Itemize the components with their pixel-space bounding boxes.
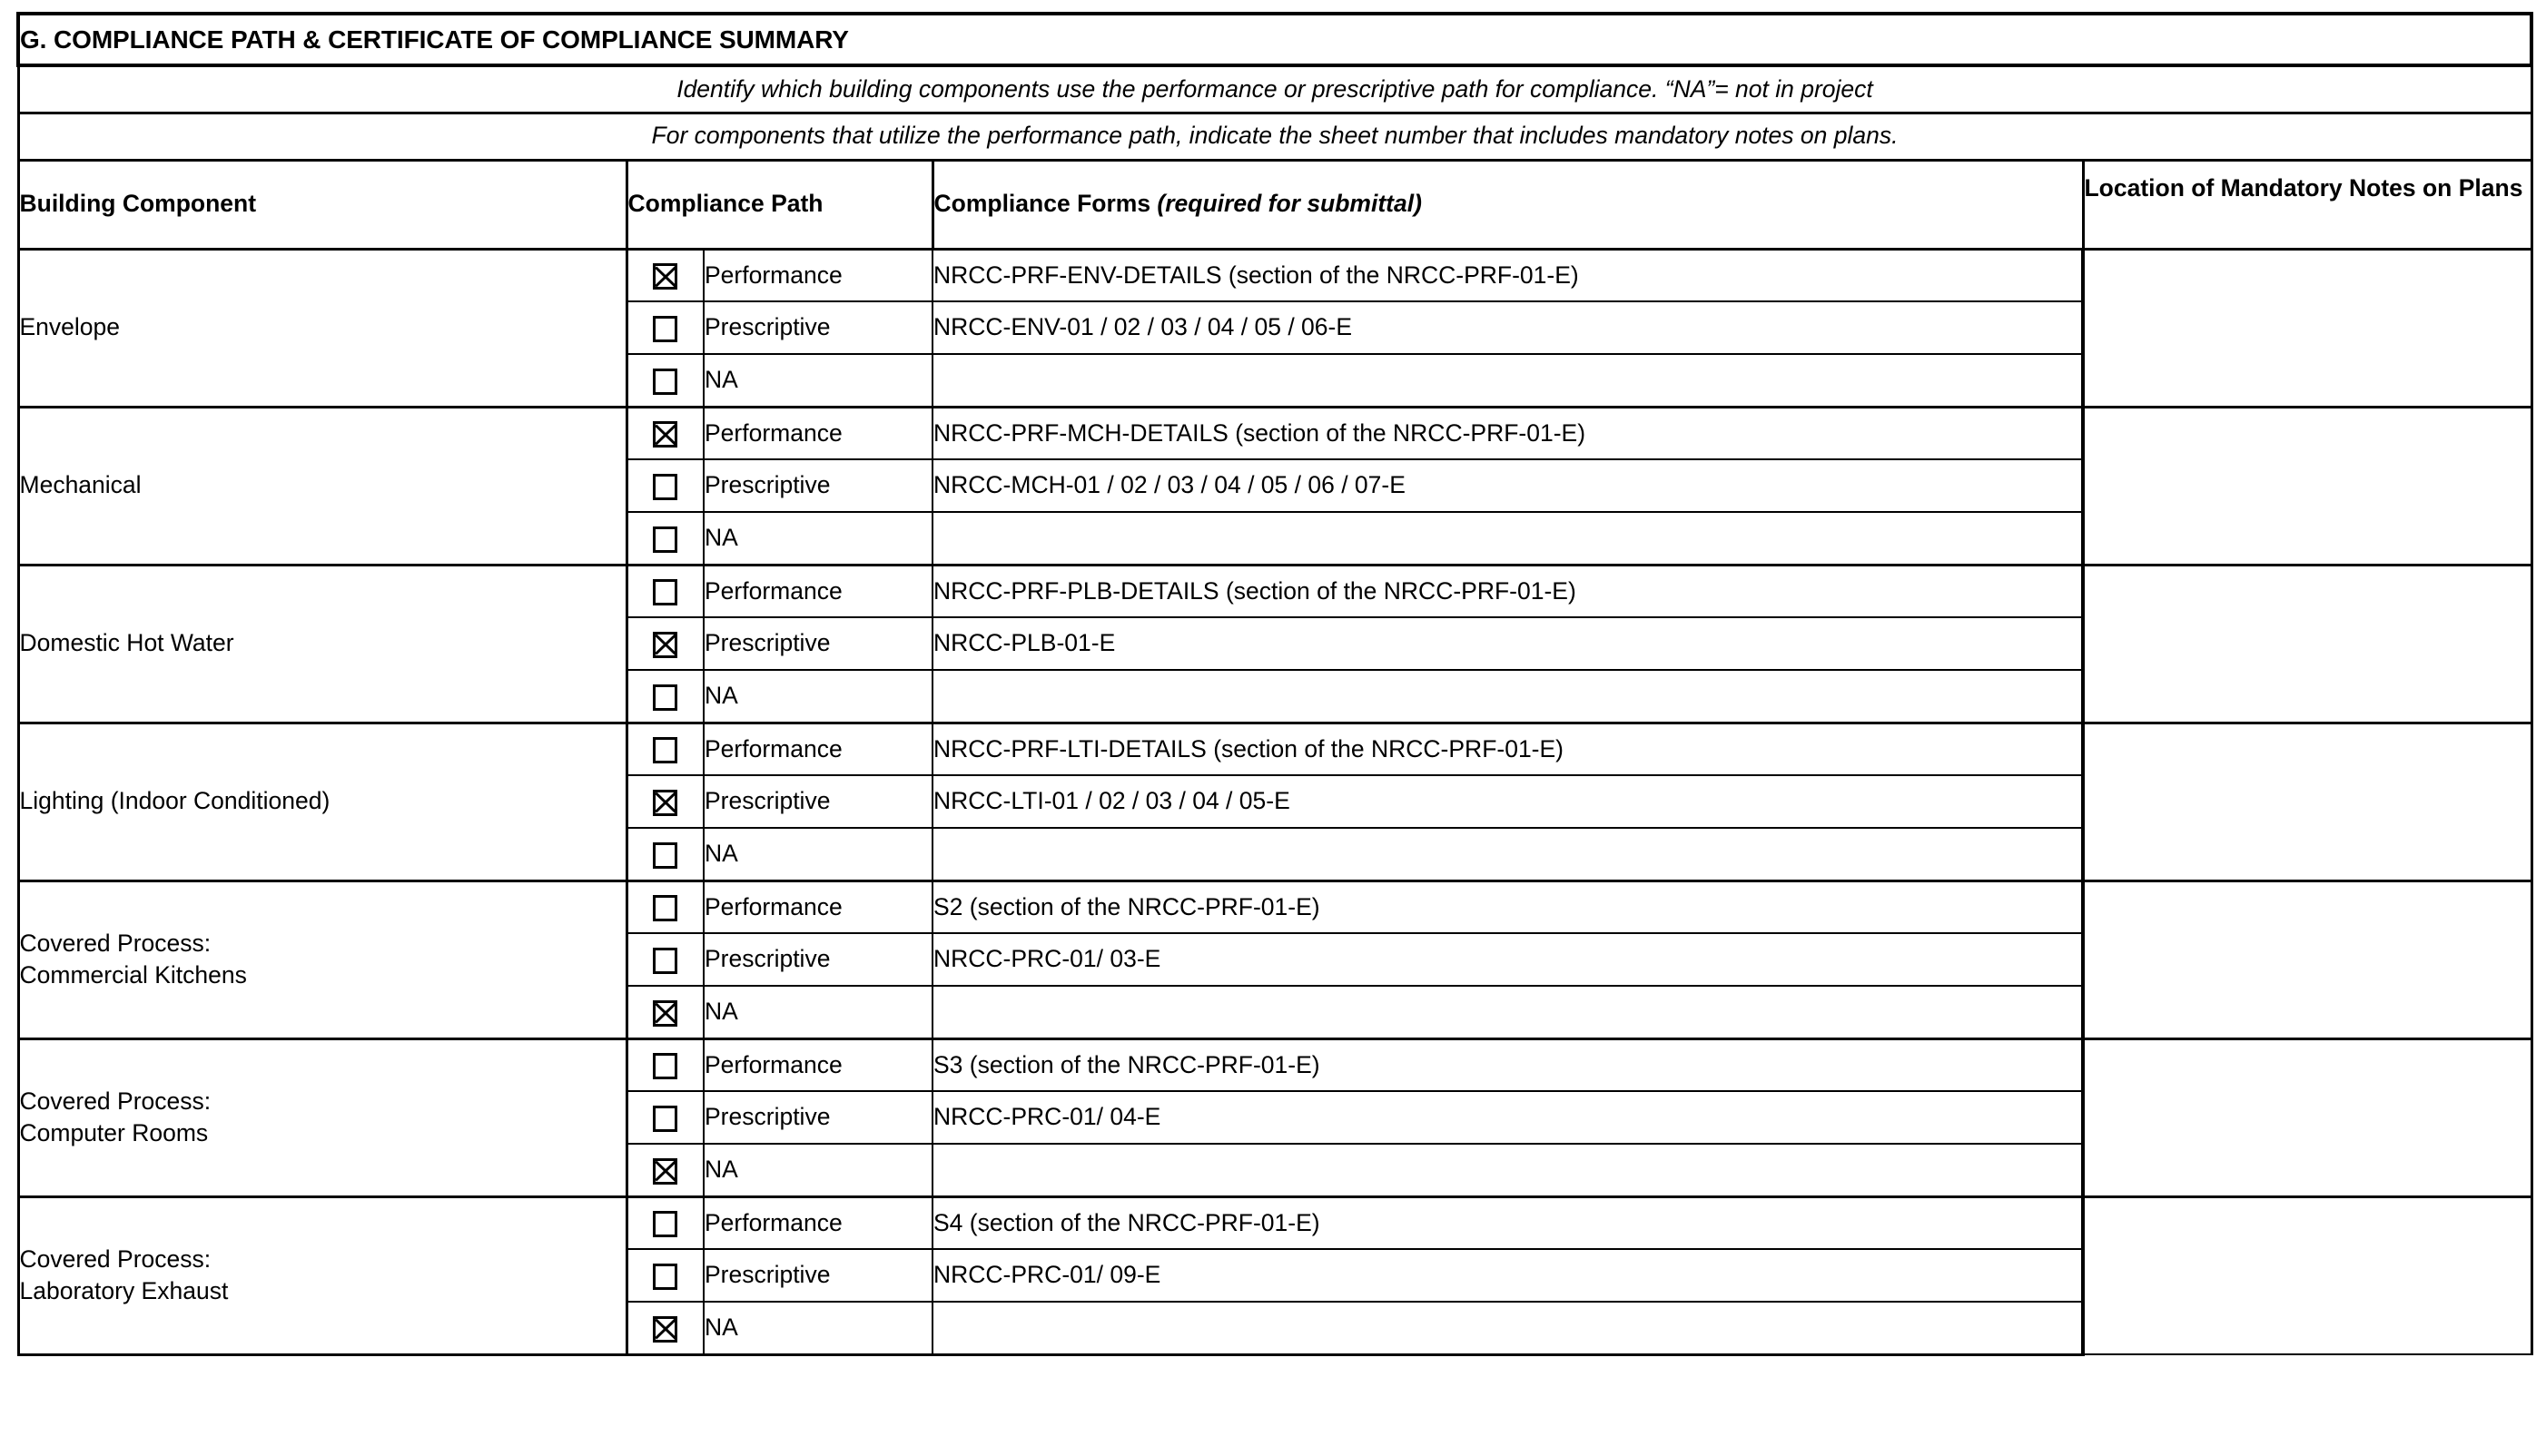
compliance-path-checkbox-cell[interactable] <box>627 249 704 301</box>
compliance-path-label: Performance <box>704 723 933 775</box>
compliance-form-name: S3 (section of the NRCC-PRF-01-E) <box>933 1038 2083 1091</box>
building-component-label: Covered Process: <box>19 929 212 957</box>
compliance-form-name: NRCC-LTI-01 / 02 / 03 / 04 / 05-E <box>933 775 2083 828</box>
table-body <box>18 14 2531 1354</box>
header-compliance-forms <box>933 160 2083 249</box>
compliance-path-checkbox-cell[interactable] <box>627 1144 704 1196</box>
building-component-cell <box>18 249 627 407</box>
building-component-label: Covered Process: <box>19 1087 212 1115</box>
compliance-form-name <box>933 828 2083 880</box>
compliance-path-label: Performance <box>704 880 933 933</box>
header-building-component: Building Component <box>18 160 627 249</box>
mandatory-notes-location-input[interactable] <box>2083 1196 2531 1354</box>
mandatory-notes-location-input[interactable] <box>2083 1038 2531 1196</box>
table-row <box>18 723 2531 775</box>
compliance-path-label: NA <box>704 1144 933 1196</box>
compliance-path-label: Prescriptive <box>704 617 933 670</box>
table-row <box>18 407 2531 459</box>
compliance-path-checkbox-cell[interactable] <box>627 670 704 723</box>
compliance-path-label: Performance <box>704 407 933 459</box>
compliance-form-name <box>933 1302 2083 1354</box>
compliance-form-name: S4 (section of the NRCC-PRF-01-E) <box>933 1196 2083 1249</box>
compliance-path-label: NA <box>704 828 933 880</box>
compliance-path-checkbox-cell[interactable] <box>627 933 704 986</box>
unchecked-checkbox-icon[interactable] <box>653 1211 677 1237</box>
unchecked-checkbox-icon[interactable] <box>653 684 677 711</box>
building-component-label-2: Computer Rooms <box>19 1119 209 1146</box>
compliance-path-label: Prescriptive <box>704 1249 933 1302</box>
column-header-row <box>18 160 2531 249</box>
unchecked-checkbox-icon[interactable] <box>653 948 677 974</box>
compliance-path-checkbox-cell[interactable] <box>627 986 704 1038</box>
checked-checkbox-icon[interactable] <box>653 1316 677 1343</box>
unchecked-checkbox-icon[interactable] <box>653 526 677 553</box>
compliance-path-label: Performance <box>704 249 933 301</box>
compliance-form-name <box>933 986 2083 1038</box>
compliance-form-name: NRCC-PRC-01/ 09-E <box>933 1249 2083 1302</box>
checked-checkbox-icon[interactable] <box>653 421 677 448</box>
mandatory-notes-location-input[interactable] <box>2083 565 2531 723</box>
compliance-form-name: NRCC-PRF-ENV-DETAILS (section of the NRCC-PRF-01-E) <box>933 249 2083 301</box>
compliance-form-name: NRCC-MCH-01 / 02 / 03 / 04 / 05 / 06 / 07-E <box>933 459 2083 512</box>
compliance-path-label: Prescriptive <box>704 1091 933 1144</box>
compliance-path-checkbox-cell[interactable] <box>627 1249 704 1302</box>
compliance-path-label: Prescriptive <box>704 775 933 828</box>
building-component-cell <box>18 1038 627 1196</box>
compliance-path-label: NA <box>704 1302 933 1354</box>
building-component-label-2: Commercial Kitchens <box>19 961 247 989</box>
compliance-path-label: Performance <box>704 1196 933 1249</box>
table-row <box>18 249 2531 301</box>
compliance-path-checkbox-cell[interactable] <box>627 301 704 354</box>
building-component-label-2: Laboratory Exhaust <box>19 1277 229 1304</box>
compliance-form-name <box>933 512 2083 565</box>
building-component-cell <box>18 1196 627 1354</box>
checked-checkbox-icon[interactable] <box>653 1158 677 1185</box>
unchecked-checkbox-icon[interactable] <box>653 1106 677 1132</box>
mandatory-notes-location-input[interactable] <box>2083 407 2531 565</box>
header-compliance-forms-note: (required for submittal) <box>1157 190 1422 218</box>
compliance-path-checkbox-cell[interactable] <box>627 1038 704 1091</box>
checked-checkbox-icon[interactable] <box>653 790 677 816</box>
compliance-path-checkbox-cell[interactable] <box>627 459 704 512</box>
instruction-row-1 <box>18 65 2531 113</box>
compliance-path-checkbox-cell[interactable] <box>627 565 704 617</box>
compliance-path-checkbox-cell[interactable] <box>627 1302 704 1354</box>
unchecked-checkbox-icon[interactable] <box>653 737 677 763</box>
building-component-cell <box>18 407 627 565</box>
mandatory-notes-location-input[interactable] <box>2083 249 2531 407</box>
compliance-form-name: NRCC-PRC-01/ 04-E <box>933 1091 2083 1144</box>
mandatory-notes-location-input[interactable] <box>2083 723 2531 880</box>
compliance-path-checkbox-cell[interactable] <box>627 617 704 670</box>
building-component-label: Mechanical <box>19 471 142 499</box>
section-title-row <box>18 14 2531 65</box>
unchecked-checkbox-icon[interactable] <box>653 579 677 605</box>
compliance-path-label: Performance <box>704 1038 933 1091</box>
compliance-path-label: NA <box>704 670 933 723</box>
compliance-path-label: Performance <box>704 565 933 617</box>
unchecked-checkbox-icon[interactable] <box>653 842 677 869</box>
header-compliance-forms-main: Compliance Forms <box>933 190 1158 218</box>
compliance-path-checkbox-cell[interactable] <box>627 354 704 407</box>
compliance-form-name <box>933 1144 2083 1196</box>
compliance-path-checkbox-cell[interactable] <box>627 775 704 828</box>
header-location-mandatory-notes: Location of Mandatory Notes on Plans <box>2083 160 2531 249</box>
compliance-path-label: NA <box>704 512 933 565</box>
instruction-text-2: For components that utilize the performance path, indicate the sheet number that includes mandatory notes on plans. <box>18 113 2531 160</box>
compliance-form-name: NRCC-ENV-01 / 02 / 03 / 04 / 05 / 06-E <box>933 301 2083 354</box>
compliance-form-name: NRCC-PRF-LTI-DETAILS (section of the NRCC-PRF-01-E) <box>933 723 2083 775</box>
compliance-path-checkbox-cell[interactable] <box>627 1091 704 1144</box>
instruction-text-1: Identify which building components use the performance or prescriptive path for compliance. “NA”= not in project <box>18 65 2531 113</box>
table-row <box>18 1196 2531 1249</box>
compliance-form-name: NRCC-PRF-PLB-DETAILS (section of the NRCC-PRF-01-E) <box>933 565 2083 617</box>
compliance-summary-table <box>16 12 2533 1356</box>
compliance-path-label: Prescriptive <box>704 459 933 512</box>
compliance-form-name: NRCC-PLB-01-E <box>933 617 2083 670</box>
compliance-form-name <box>933 670 2083 723</box>
compliance-path-checkbox-cell[interactable] <box>627 407 704 459</box>
compliance-form-name: NRCC-PRC-01/ 03-E <box>933 933 2083 986</box>
unchecked-checkbox-icon[interactable] <box>653 369 677 395</box>
checked-checkbox-icon[interactable] <box>653 1000 677 1027</box>
compliance-path-label: Prescriptive <box>704 301 933 354</box>
table-row <box>18 565 2531 617</box>
compliance-form-name <box>933 354 2083 407</box>
compliance-path-checkbox-cell[interactable] <box>627 828 704 880</box>
checked-checkbox-icon[interactable] <box>653 263 677 290</box>
building-component-cell <box>18 565 627 723</box>
building-component-cell <box>18 880 627 1038</box>
compliance-path-label: Prescriptive <box>704 933 933 986</box>
compliance-path-label: NA <box>704 986 933 1038</box>
compliance-form-name: S2 (section of the NRCC-PRF-01-E) <box>933 880 2083 933</box>
unchecked-checkbox-icon[interactable] <box>653 316 677 342</box>
building-component-label: Envelope <box>19 313 121 341</box>
unchecked-checkbox-icon[interactable] <box>653 895 677 921</box>
unchecked-checkbox-icon[interactable] <box>653 1053 677 1079</box>
header-compliance-path: Compliance Path <box>627 160 933 249</box>
section-title: G. COMPLIANCE PATH & CERTIFICATE OF COMPLIANCE SUMMARY <box>18 14 2531 65</box>
compliance-path-label: NA <box>704 354 933 407</box>
table-row <box>18 880 2531 933</box>
checked-checkbox-icon[interactable] <box>653 632 677 658</box>
compliance-path-checkbox-cell[interactable] <box>627 880 704 933</box>
unchecked-checkbox-icon[interactable] <box>653 474 677 500</box>
compliance-path-checkbox-cell[interactable] <box>627 723 704 775</box>
mandatory-notes-location-input[interactable] <box>2083 880 2531 1038</box>
unchecked-checkbox-icon[interactable] <box>653 1264 677 1290</box>
compliance-path-checkbox-cell[interactable] <box>627 512 704 565</box>
compliance-form-name: NRCC-PRF-MCH-DETAILS (section of the NRCC-PRF-01-E) <box>933 407 2083 459</box>
building-component-label: Domestic Hot Water <box>19 629 234 657</box>
instruction-row-2 <box>18 113 2531 160</box>
table-row <box>18 1038 2531 1091</box>
building-component-label: Covered Process: <box>19 1244 212 1273</box>
building-component-label: Lighting (Indoor Conditioned) <box>19 787 331 815</box>
building-component-cell <box>18 723 627 880</box>
compliance-path-checkbox-cell[interactable] <box>627 1196 704 1249</box>
